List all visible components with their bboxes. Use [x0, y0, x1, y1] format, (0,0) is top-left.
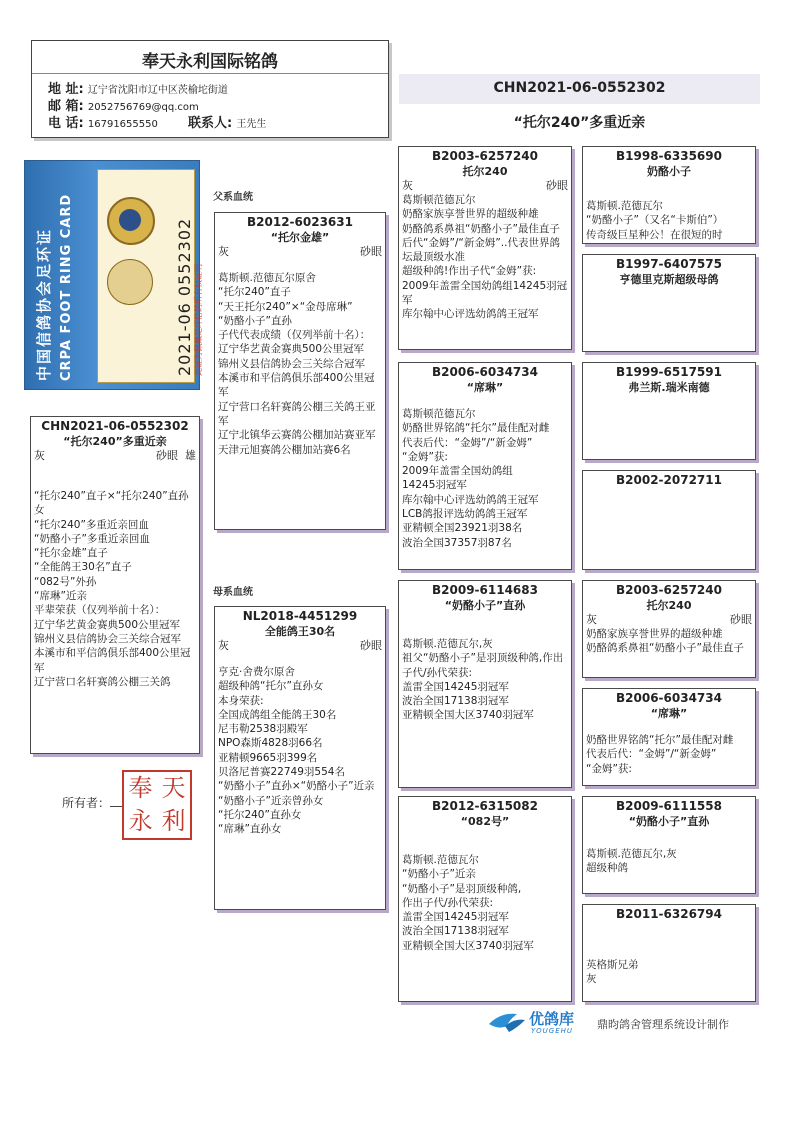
note-line: 天津元旭赛鸽公棚加站赛6名	[218, 443, 351, 456]
note-line: 亚精顿全国大区3740羽冠军	[402, 939, 534, 952]
note-line: 平辈荣获（仅列举前十名）：	[34, 604, 166, 617]
note-line: 本溪市和平信鸽俱乐部400公里冠军	[34, 647, 191, 674]
note-line: 全国成鸽组全能鸽王30名	[218, 708, 337, 721]
ggp2-ring: B1997-6407575	[616, 257, 722, 271]
subject-color: 灰	[34, 449, 45, 462]
note-line: “托尔240”直孙女	[218, 808, 302, 821]
note-line: “全能鸽王30名”直子	[34, 561, 132, 574]
ggp2-name: 亨德里克斯超级母鸽	[619, 273, 719, 286]
gp1-color: 灰	[402, 179, 413, 192]
ggp6-ring: B2006-6034734	[616, 691, 722, 705]
note-line: 葛斯顿.范德瓦尔	[586, 200, 663, 212]
dam-color: 灰	[218, 639, 229, 652]
ggp5-eye: 砂眼	[730, 613, 752, 626]
note-line: “082号”外孙	[34, 575, 97, 588]
note-line: 葛斯顿范德瓦尔	[402, 194, 476, 206]
subject-eye: 砂眼	[156, 449, 178, 462]
subject-box	[30, 416, 200, 754]
note-line: 葛斯顿.范德瓦尔,灰	[402, 638, 493, 650]
gp4-ring: B2012-6315082	[432, 799, 538, 813]
note-line: 奶酪鸽系鼻祖“奶酪小子”最佳直子	[402, 222, 560, 235]
subject-name: “托尔240”多重近亲	[63, 435, 167, 448]
ggp3-name: 弗兰斯.瑞米南德	[628, 381, 710, 394]
note-line: “托尔240”直子×“托尔240”直孙女	[34, 490, 189, 517]
ggp8-box	[582, 904, 756, 1002]
ggp5-box	[582, 580, 756, 678]
subject-notes	[31, 489, 199, 689]
address-row	[32, 82, 388, 99]
note-line: 辽宁营口名轩赛鸽公棚三关鸽王亚军	[218, 400, 376, 427]
brand-en: YOUGEHU	[531, 1027, 574, 1035]
ggp7-name: “奶酪小子”直孙	[628, 815, 710, 828]
phone-value: 16791655550	[87, 119, 158, 130]
note-line: 本身荣获:	[218, 694, 264, 707]
ring-card-number: 2021-06 0552302	[175, 217, 194, 376]
note-line: 超级种鸽	[586, 862, 628, 875]
sire-color: 灰	[218, 245, 229, 258]
note-line: “奶酪小子”直孙×“奶酪小子”近亲	[218, 780, 375, 793]
brand-name: 优鸽库	[529, 1010, 575, 1028]
phone-row	[32, 116, 388, 133]
ggp1-notes	[583, 199, 755, 242]
ggp8-ring: B2011-6326794	[616, 907, 722, 921]
gp4-name: “082号”	[460, 815, 510, 828]
pigeon-emblem-icon	[107, 259, 153, 305]
note-line: 辽宁北镇华云赛鸽公棚加站赛亚军	[218, 429, 376, 442]
sire-name: “托尔金雄”	[270, 231, 330, 244]
loft-header	[31, 40, 389, 138]
ggp2-box	[582, 254, 756, 352]
dam-eye: 砂眼	[360, 639, 382, 652]
note-line: “奶酪小子”近亲	[402, 868, 476, 881]
ggp5-notes	[583, 627, 755, 656]
ggp6-notes	[583, 733, 755, 776]
note-line: 辽宁华艺黄金赛典500公里冠军	[34, 618, 181, 631]
gp3-notes	[399, 637, 571, 723]
sire-eye: 砂眼	[360, 245, 382, 258]
contact-label: 联系人:	[188, 116, 233, 131]
note-line: 14245羽冠军	[402, 479, 467, 492]
ggp6-box	[582, 688, 756, 786]
note-line: “席琳”直孙女	[218, 823, 282, 836]
note-line: 奶酪世界铭鸽“托尔”最佳配对雌	[586, 734, 734, 746]
ggp5-color: 灰	[586, 613, 597, 626]
note-line: 波治全国17138羽冠军	[402, 925, 509, 938]
ggp6-name: “席琳”	[650, 707, 688, 720]
note-line: 子代代表成绩（仅列举前十名）：	[218, 329, 371, 342]
note-line: “托尔金雄”直子	[34, 547, 108, 560]
grandsire-maternal-box	[398, 580, 572, 788]
note-line: “托尔240”直子	[218, 286, 291, 299]
dam-notes	[215, 665, 385, 837]
loft-title: 奉天永利国际铭鸽	[32, 41, 388, 74]
note-line: 库尔翰中心评选幼鸽鸽王冠军	[402, 493, 539, 506]
note-line: 奶酪世界铭鸽“托尔”最佳配对雌	[402, 422, 550, 435]
note-line: 葛斯顿范德瓦尔	[402, 408, 476, 420]
gp2-name: “席琳”	[466, 381, 504, 394]
dam-line-label: 母系血统	[213, 587, 253, 598]
address-value: 辽宁省沈阳市辽中区茨榆坨街道	[87, 85, 228, 96]
email-row	[32, 99, 388, 116]
sire-line-label: 父系血统	[213, 192, 253, 203]
note-line: LCB鸽报评选幼鸽鸽王冠军	[402, 508, 528, 521]
ggp7-ring: B2009-6111558	[616, 799, 722, 813]
subject-ring-top: CHN2021-06-0552302	[493, 80, 666, 96]
note-line: 葛斯顿.范德瓦尔原舍	[218, 272, 316, 284]
note-line: 贝洛尼普赛22749羽554名	[218, 766, 345, 779]
note-line: 葛斯顿.范德瓦尔	[402, 854, 479, 866]
note-line: 本溪市和平信鸽俱乐部400公里冠军	[218, 372, 375, 399]
ggp8-notes	[583, 958, 755, 987]
email-value: 2052756769@qq.com	[87, 102, 199, 113]
note-line: 波治全国37357羽87名	[402, 536, 512, 549]
ring-card-note: 此证为佩戴足环信鸽所有权证明	[194, 264, 203, 376]
note-line: 亚精顿全国大区3740羽冠军	[402, 709, 534, 722]
dam-box	[214, 606, 386, 910]
ring-card-org: 中国信鸽协会足环证	[35, 227, 53, 381]
gp1-name: 托尔240	[462, 165, 508, 178]
note-line: 2009年盖雷全国幼鸽组	[402, 465, 513, 478]
yougeku-logo-icon	[487, 1010, 527, 1036]
note-line: “金姆”获:	[402, 450, 448, 463]
owner-label: 所有者：	[62, 796, 111, 810]
note-line: 库尔翰中心评选幼鸽鸽王冠军	[402, 308, 539, 321]
note-line: 亨克·舍费尔原舍	[218, 666, 295, 678]
note-line: 灰	[586, 973, 597, 986]
note-line: 奶酪家族享誉世界的超级种雄	[586, 628, 723, 640]
ggp1-box	[582, 146, 756, 244]
note-line: “奶酪小子”是羽顶级种鸽,	[402, 882, 522, 895]
gp1-notes	[399, 193, 571, 322]
note-line: 超级种鸽!作出子代“金姆”获:	[402, 265, 537, 278]
note-line: 亚精顿全国23921羽38名	[402, 522, 523, 535]
note-line: 后代“金姆”/“新金姆”..代表世界鸽坛最顶级水准	[402, 236, 560, 264]
ggp7-notes	[583, 847, 755, 876]
phone-label: 电 话:	[48, 116, 84, 131]
ggp3-ring: B1999-6517591	[616, 365, 722, 379]
gp1-ring: B2003-6257240	[432, 149, 538, 163]
ggp4-ring: B2002-2072711	[616, 473, 722, 487]
note-line: 超级种鸽“托尔”直孙女	[218, 680, 324, 693]
email-label: 邮 箱:	[48, 99, 84, 114]
ggp1-name: 奶酪小子	[647, 165, 691, 178]
grandsire-paternal-box	[398, 146, 572, 350]
note-line: 锦州义县信鸽协会三关综合冠军	[34, 632, 181, 645]
granddam-maternal-box	[398, 796, 572, 1002]
granddam-paternal-box	[398, 362, 572, 570]
ring-card	[24, 160, 203, 390]
gp2-ring: B2006-6034734	[432, 365, 538, 379]
dam-ring: NL2018-4451299	[242, 609, 358, 623]
note-line: “金姆”获:	[586, 762, 632, 775]
ggp5-ring: B2003-6257240	[616, 583, 722, 597]
ggp1-ring: B1998-6335690	[616, 149, 722, 163]
ggp4-box	[582, 470, 756, 570]
gp4-notes	[399, 853, 571, 953]
subject-ring: CHN2021-06-0552302	[41, 419, 189, 433]
contact-value: 王先生	[236, 119, 267, 130]
note-line: 盖雷全国14245羽冠军	[402, 911, 509, 924]
ggp3-box	[582, 362, 756, 460]
note-line: 祖父“奶酪小子”是羽顶级种鸽,作出子代/孙代荣获:	[402, 652, 564, 679]
note-line: 2009年盖雷全国幼鸽组14245羽冠军	[402, 279, 568, 307]
subject-name-top: “托尔240”多重近亲	[513, 115, 646, 131]
note-line: “托尔240”多重近亲回血	[34, 518, 149, 531]
gp3-ring: B2009-6114683	[432, 583, 538, 597]
owner-seal-icon: 奉 天 永 利	[122, 770, 192, 840]
footer	[487, 1008, 757, 1038]
crpa-emblem-icon	[107, 197, 155, 245]
dam-name: 全能鸽王30名	[264, 625, 336, 638]
note-line: 亚精顿9665羽399名	[218, 751, 318, 764]
note-line: 尼韦勒2538羽殿军	[218, 723, 308, 736]
ring-card-eng: CRPA FOOT RING CARD	[59, 193, 74, 381]
subject-sex: 雄	[185, 449, 196, 462]
note-line: 葛斯顿.范德瓦尔,灰	[586, 848, 677, 860]
note-line: “奶酪小子”近亲曾孙女	[218, 794, 324, 807]
gp2-notes	[399, 407, 571, 550]
note-line: 作出子代/孙代荣获:	[402, 896, 494, 909]
sire-notes	[215, 271, 385, 457]
note-line: 代表后代：“金姆”/“新金姆”	[402, 436, 533, 449]
note-line: 传奇级巨星种公！在很短的时	[586, 228, 723, 241]
note-line: 代表后代：“金姆”/“新金姆”	[586, 748, 717, 761]
address-label: 地 址:	[48, 82, 84, 97]
note-line: “奶酪小子”直孙	[218, 314, 292, 327]
ggp5-name: 托尔240	[646, 599, 692, 612]
note-line: “奶酪小子”（又名“卡斯伯”）	[586, 214, 724, 227]
note-line: 波治全国17138羽冠军	[402, 695, 509, 708]
note-line: “席琳”近亲	[34, 590, 87, 603]
ggp7-box	[582, 796, 756, 894]
note-line: 盖雷全国14245羽冠军	[402, 680, 509, 693]
note-line: “奶酪小子”多重近亲回血	[34, 532, 150, 545]
gp3-name: “奶酪小子”直孙	[444, 599, 526, 612]
note-line: 奶酪家族享誉世界的超级种雄	[402, 208, 539, 221]
note-line: 奶酪鸽系鼻祖“奶酪小子”最佳直子	[586, 642, 744, 655]
sire-ring: B2012-6023631	[247, 215, 353, 229]
subject-meta	[31, 449, 199, 463]
note-line: “天王托尔240”×“金母席琳”	[218, 300, 353, 313]
gp1-eye: 砂眼	[546, 179, 568, 192]
note-line: NPO森斯4828羽66名	[218, 737, 323, 750]
note-line: 辽宁营口名轩赛鸽公棚三关鸽	[34, 675, 171, 688]
note-line: 英格斯兄弟	[586, 959, 639, 971]
made-by: 鼎昀鸽舍管理系统设计制作	[597, 1018, 729, 1031]
note-line: 锦州义县信鸽协会三关综合冠军	[218, 357, 365, 370]
sire-box	[214, 212, 386, 530]
note-line: 辽宁华艺黄金赛典500公里冠军	[218, 343, 365, 356]
